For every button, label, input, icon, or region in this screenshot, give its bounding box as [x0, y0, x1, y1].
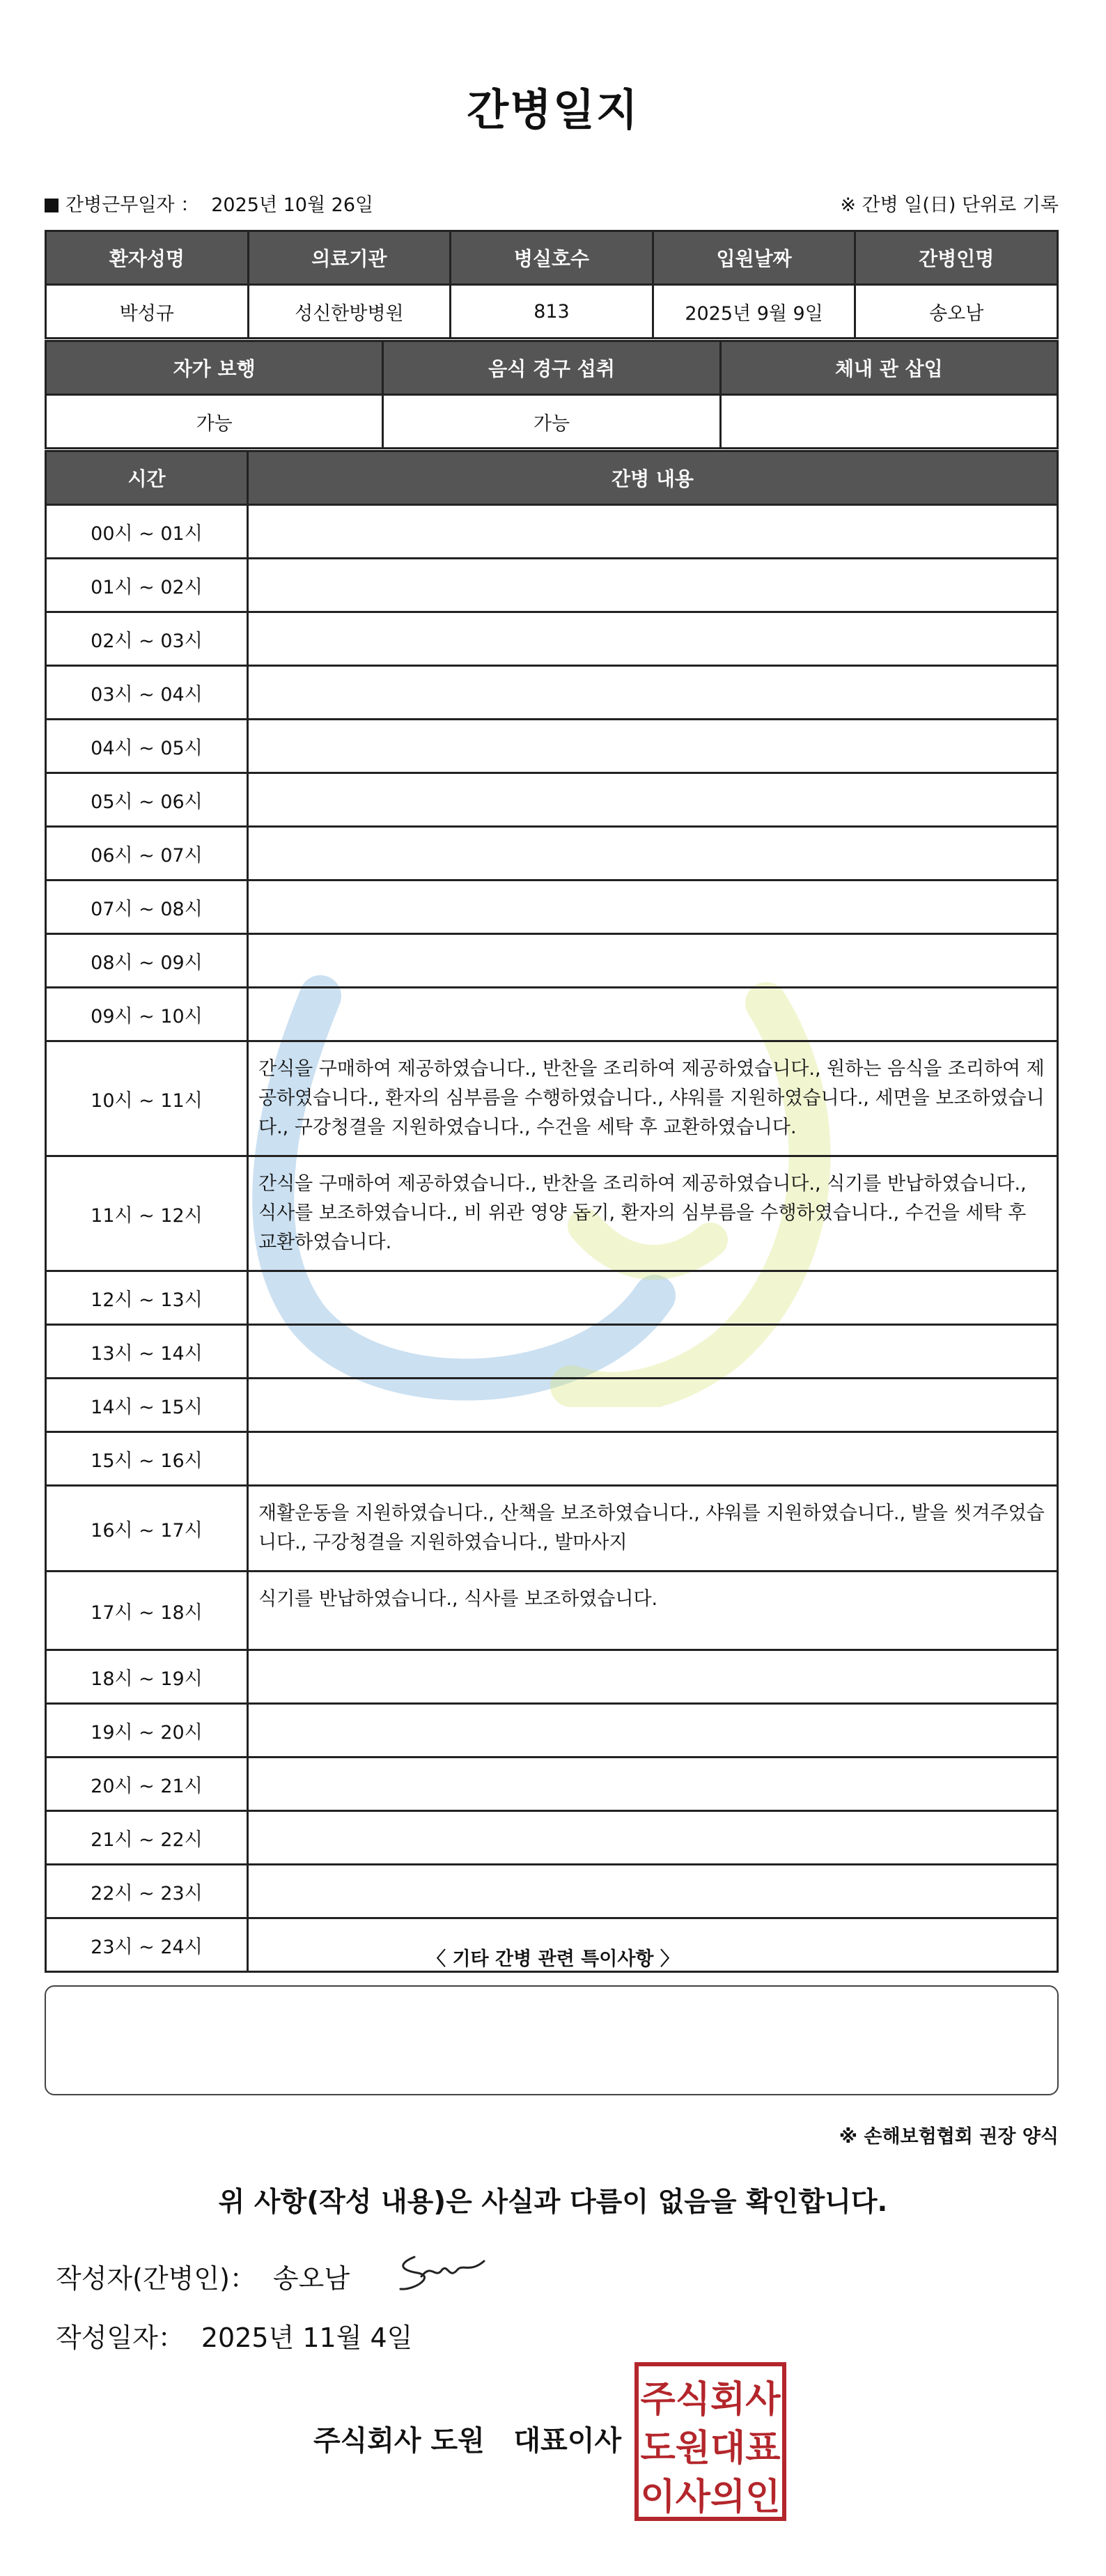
recommend-note: ※ 손해보험협회 권장 양식 — [839, 2126, 1059, 2148]
log-content: 간식을 구매하여 제공하였습니다., 반찬을 조리하여 제공하였습니다., 원하는 음식을 조리하여 제공하였습니다., 환자의 심부름을 수행하였습니다., 샤워를 지원하였습니다., 세면을 보조하였습니다., 구강청결을 지원하였습니다., 수건을 세탁 후 교환하였습니다. — [248, 1041, 1058, 1156]
log-time: 00시 ~ 01시 — [46, 505, 248, 559]
log-content — [248, 773, 1058, 827]
log-content: 간식을 구매하여 제공하였습니다., 반찬을 조리하여 제공하였습니다., 식기를 반납하였습니다., 식사를 보조하였습니다., 비 위관 영양 돕기, 환자의 심부름을 수행하였습니다., 수건을 세탁 후 교환하였습니다. — [248, 1156, 1058, 1271]
log-content — [248, 1432, 1058, 1486]
status-header: 음식 경구 섭취 — [383, 341, 720, 395]
patient-info-table — [45, 230, 1059, 339]
log-row — [46, 720, 1058, 773]
square-bullet-icon — [45, 199, 59, 212]
writer-name: 송오남 — [272, 2263, 350, 2294]
written-date: 2025년 11월 4일 — [201, 2322, 413, 2353]
log-row — [46, 1432, 1058, 1486]
log-content — [248, 1650, 1058, 1704]
info-header: 환자성명 — [46, 231, 249, 285]
log-content — [248, 1811, 1058, 1865]
log-content — [248, 720, 1058, 773]
content-header: 간병 내용 — [248, 451, 1058, 505]
log-row — [46, 827, 1058, 880]
log-time: 17시 ~ 18시 — [46, 1572, 248, 1650]
writer-line — [56, 2257, 350, 2295]
page-title: 간병일지 — [467, 84, 639, 135]
notes-title: 〈 기타 간병 관련 특이사항 〉 — [427, 1948, 679, 1970]
log-time: 14시 ~ 15시 — [46, 1379, 248, 1432]
company-seal — [634, 2361, 787, 2522]
log-content — [248, 559, 1058, 612]
log-time: 16시 ~ 17시 — [46, 1486, 248, 1572]
log-content — [248, 1758, 1058, 1811]
log-time: 23시 ~ 24시 — [46, 1918, 248, 1972]
oral-intake-status: 가능 — [383, 395, 720, 449]
log-time: 07시 ~ 08시 — [46, 880, 248, 934]
confirm-statement: 위 사항(작성 내용)은 사실과 다름이 없음을 확인합니다. — [218, 2187, 888, 2218]
company-representative: 주식회사 도원 대표이사 — [313, 2425, 622, 2457]
log-content — [248, 1325, 1058, 1379]
log-content — [248, 827, 1058, 880]
admission-date: 2025년 9월 9일 — [653, 285, 855, 339]
log-content — [248, 934, 1058, 988]
log-row — [46, 1704, 1058, 1758]
log-time: 12시 ~ 13시 — [46, 1271, 248, 1325]
signature — [394, 2249, 491, 2297]
written-date-line — [56, 2316, 412, 2354]
caregiver-name: 송오남 — [855, 285, 1058, 339]
log-row — [46, 773, 1058, 827]
log-content — [248, 505, 1058, 559]
seal-line: 주식회사 — [640, 2379, 781, 2421]
log-time: 03시 ~ 04시 — [46, 666, 248, 720]
info-header: 입원날짜 — [653, 231, 855, 285]
log-time: 20시 ~ 21시 — [46, 1758, 248, 1811]
patient-status-table — [45, 340, 1059, 449]
care-log-table — [45, 450, 1059, 1973]
log-row — [46, 880, 1058, 934]
log-row — [46, 1758, 1058, 1811]
hospital-name: 성신한방병원 — [248, 285, 451, 339]
log-row — [46, 666, 1058, 720]
log-row — [46, 1572, 1058, 1650]
log-content — [248, 1379, 1058, 1432]
seal-line: 도원대표 — [640, 2428, 781, 2469]
log-content — [248, 988, 1058, 1041]
tube-status — [720, 395, 1057, 449]
log-content — [248, 880, 1058, 934]
room-number: 813 — [451, 285, 653, 339]
log-row — [46, 1156, 1058, 1271]
log-time: 09시 ~ 10시 — [46, 988, 248, 1041]
work-date — [45, 189, 373, 217]
log-content — [248, 666, 1058, 720]
seal-line: 이사의인 — [640, 2476, 781, 2518]
info-header: 병실호수 — [451, 231, 653, 285]
log-time: 18시 ~ 19시 — [46, 1650, 248, 1704]
info-header: 간병인명 — [855, 231, 1058, 285]
log-row — [46, 559, 1058, 612]
work-date-row — [45, 189, 1059, 217]
patient-name: 박성규 — [46, 285, 249, 339]
log-row — [46, 988, 1058, 1041]
info-header: 의료기관 — [248, 231, 451, 285]
log-content — [248, 1704, 1058, 1758]
log-time: 06시 ~ 07시 — [46, 827, 248, 880]
log-time: 08시 ~ 09시 — [46, 934, 248, 988]
unit-note: ※ 간병 일(日) 단위로 기록 — [840, 194, 1059, 216]
log-content — [248, 612, 1058, 666]
log-row — [46, 505, 1058, 559]
log-time: 13시 ~ 14시 — [46, 1325, 248, 1379]
log-row — [46, 1650, 1058, 1704]
log-time: 10시 ~ 11시 — [46, 1041, 248, 1156]
log-time: 04시 ~ 05시 — [46, 720, 248, 773]
log-row — [46, 1865, 1058, 1918]
log-time: 02시 ~ 03시 — [46, 612, 248, 666]
log-time: 01시 ~ 02시 — [46, 559, 248, 612]
log-time: 21시 ~ 22시 — [46, 1811, 248, 1865]
log-content: 식기를 반납하였습니다., 식사를 보조하였습니다. — [248, 1572, 1058, 1650]
log-row — [46, 934, 1058, 988]
log-time: 19시 ~ 20시 — [46, 1704, 248, 1758]
walking-status: 가능 — [46, 395, 383, 449]
log-content — [248, 1865, 1058, 1918]
log-time: 05시 ~ 06시 — [46, 773, 248, 827]
work-date-label: 간병근무일자 ： — [65, 194, 200, 216]
log-time: 11시 ~ 12시 — [46, 1156, 248, 1271]
work-date-value: 2025년 10월 26일 — [211, 194, 374, 216]
log-row — [46, 1811, 1058, 1865]
status-header: 자가 보행 — [46, 341, 383, 395]
log-time: 22시 ~ 23시 — [46, 1865, 248, 1918]
log-row — [46, 1486, 1058, 1572]
log-content: 재활운동을 지원하였습니다., 산책을 보조하였습니다., 샤워를 지원하였습니다., 발을 씻겨주었습니다., 구강청결을 지원하였습니다., 발마사지 — [248, 1486, 1058, 1572]
log-row — [46, 1271, 1058, 1325]
log-time: 15시 ~ 16시 — [46, 1432, 248, 1486]
log-row — [46, 1325, 1058, 1379]
status-header: 체내 관 삽입 — [720, 341, 1057, 395]
log-content — [248, 1271, 1058, 1325]
log-row — [46, 1379, 1058, 1432]
time-header: 시간 — [46, 451, 248, 505]
log-row — [46, 612, 1058, 666]
notes-box — [45, 1985, 1059, 2095]
written-date-label: 작성일자： — [56, 2322, 185, 2353]
log-row — [46, 1041, 1058, 1156]
writer-label: 작성자(간병인)： — [56, 2263, 256, 2294]
